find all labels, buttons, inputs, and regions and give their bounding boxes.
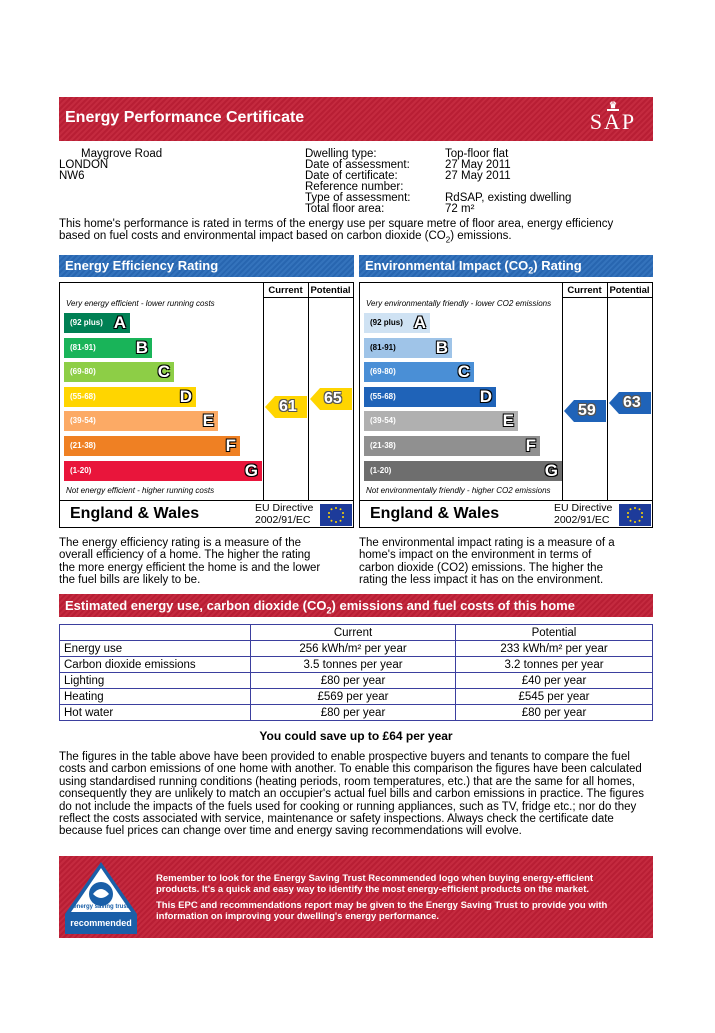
rating-band-a bbox=[364, 313, 430, 333]
env-footer-region: England & Wales bbox=[370, 505, 500, 522]
band-range: (55-68) bbox=[370, 391, 396, 401]
env-col-current: Current bbox=[567, 285, 602, 296]
dwelling-label: Reference number: bbox=[305, 181, 404, 193]
address bbox=[59, 149, 162, 182]
footer-banner bbox=[59, 856, 653, 938]
band-range: (69-80) bbox=[70, 367, 96, 377]
energy-footer-region: England & Wales bbox=[70, 505, 200, 522]
estimates-title: Estimated energy use, carbon dioxide $(CO_2)$ emissions and fuel costs of this home bbox=[65, 598, 575, 616]
saving-text: You could save up to £64 per year bbox=[259, 729, 453, 743]
env-top-note: Very environmentally friendly - lower CO2 emissions bbox=[366, 299, 552, 308]
env-bottom-note: Not environmentally friendly - higher CO2 emissions bbox=[366, 486, 551, 495]
band-letter: E bbox=[502, 411, 514, 431]
band-letter: C bbox=[457, 362, 470, 382]
energy-bottom-note: Not energy efficient - higher running costs bbox=[66, 486, 215, 495]
rating-band-b bbox=[364, 338, 452, 358]
intro-line1: This home's performance is rated in terms of the energy use per square metre of floor area, energy efficiency bbox=[59, 218, 614, 230]
energy-col-potential: Potential bbox=[310, 285, 351, 296]
band-letter: F bbox=[225, 436, 236, 455]
band-letter: A bbox=[113, 313, 126, 332]
band-letter: B bbox=[435, 337, 448, 357]
env-rating-graph bbox=[359, 282, 653, 528]
rating-band-g bbox=[64, 461, 262, 481]
energy-directive: EU Directive 2002/91/EC bbox=[255, 502, 314, 526]
energy-rating-graph bbox=[59, 282, 354, 528]
band-range: (21-38) bbox=[70, 441, 96, 450]
band-letter: G bbox=[544, 460, 558, 480]
energy-top-note: Very energy efficient - lower running costs bbox=[66, 299, 215, 308]
dwelling-label: Dwelling type: bbox=[305, 148, 377, 160]
band-letter: F bbox=[525, 436, 536, 455]
band-range: (21-38) bbox=[370, 441, 396, 450]
table-header-row bbox=[60, 625, 653, 641]
band-letter: D bbox=[179, 386, 192, 406]
estimates-table bbox=[59, 624, 653, 721]
rating-band-c bbox=[364, 362, 474, 382]
dwelling-value: RdSAP, existing dwelling bbox=[445, 192, 572, 204]
env-potential-arrow bbox=[609, 392, 651, 414]
explanation-text: The figures in the table above have been provided to enable prospective buyers and tenants to compare the fuel costs and carbon emissions of one home with another. To enable this comparison the figures have been calculated using standardised running conditions (heating periods, room temperatures, etc.) that are the same for all homes, consequently they are unlikely to match an occupier's actual fuel bills and carbon emissions in practice. The figures do not include the impacts of the fuels used for cooking or running appliances, such as TV, fridge etc.; nor do they reflect the costs associated with service, maintenance or safety inspections. Always check the certificate date because fuel prices can change over time and energy saving recommendations will evolve. bbox=[59, 751, 644, 838]
rating-value: 59 bbox=[578, 401, 596, 419]
env-rating-header bbox=[359, 255, 653, 277]
address-line2: LONDON bbox=[59, 159, 109, 171]
band-letter: B bbox=[135, 337, 148, 357]
sap-logo bbox=[583, 101, 643, 137]
table-row: Hot water £80 per year £80 per year bbox=[60, 705, 653, 721]
header-bar bbox=[59, 97, 653, 141]
rating-band-d bbox=[364, 387, 496, 407]
rating-band-c bbox=[64, 362, 174, 382]
env-rating-title: Environmental Impact $(CO_2)$ Rating bbox=[365, 258, 582, 276]
address-line1: Maygrove Road bbox=[81, 148, 163, 160]
dwelling-labels bbox=[305, 149, 410, 215]
dwelling-label: Total floor area: bbox=[305, 203, 385, 215]
band-range: (81-91) bbox=[70, 342, 96, 352]
env-col-potential: Potential bbox=[609, 285, 650, 296]
energy-potential-arrow bbox=[310, 388, 352, 410]
band-letter: A bbox=[413, 313, 426, 332]
energy-current-arrow bbox=[265, 396, 307, 418]
energy-description: The energy efficiency rating is a measure of the overall efficiency of a home. The higher the rating the more energy efficient the home is and the lower the fuel bills are likely to be. bbox=[59, 537, 321, 587]
sap-logo-text: SAP bbox=[589, 109, 637, 134]
rating-value: 61 bbox=[279, 398, 297, 416]
eu-flag-icon bbox=[619, 504, 651, 526]
band-range: (69-80) bbox=[370, 367, 396, 377]
rating-band-b bbox=[64, 338, 152, 358]
intro-line2: based on fuel costs and environmental impact based on carbon dioxide $(CO_2)$ emissions. bbox=[59, 230, 512, 245]
est-recommended-logo bbox=[65, 862, 137, 934]
dwelling-value: Top-floor flat bbox=[445, 148, 509, 160]
band-letter: C bbox=[157, 362, 170, 382]
table-row: Energy use 256 kWh/m² per year 233 kWh/m² per year bbox=[60, 641, 653, 657]
band-letter: E bbox=[202, 411, 214, 431]
rating-band-f bbox=[64, 436, 240, 456]
footer-text: Remember to look for the Energy Saving Trust Recommended logo when buying energy-efficient products. It's a quick and easy way to identify the most energy-efficient products on the market. This EPC and recommendations report may be given to the Energy Saving Trust to provide you with information on improving your dwelling's energy performance. bbox=[156, 873, 608, 922]
env-directive: EU Directive 2002/91/EC bbox=[554, 502, 613, 526]
logo-bottom-text: recommended bbox=[70, 918, 132, 928]
band-letter: G bbox=[244, 460, 258, 480]
dwelling-label: Date of certificate: bbox=[305, 170, 398, 182]
dwelling-value: 72 m² bbox=[445, 203, 475, 215]
env-description: The environmental impact rating is a measure of a home's impact on the environment in terms of carbon dioxide (CO2) emissions. The higher the rating the less impact it has on the environment. bbox=[359, 537, 615, 587]
dwelling-value: 27 May 2011 bbox=[445, 170, 511, 182]
rating-value: 63 bbox=[623, 394, 641, 412]
col-potential: Potential bbox=[456, 625, 653, 641]
energy-col-current: Current bbox=[268, 285, 303, 296]
band-range: (92 plus) bbox=[370, 318, 403, 327]
rating-band-f bbox=[364, 436, 540, 456]
energy-rating-header bbox=[59, 255, 354, 277]
dwelling-value: 27 May 2011 bbox=[445, 159, 511, 171]
energy-rating-title: Energy Efficiency Rating bbox=[65, 258, 219, 273]
address-line3: NW6 bbox=[59, 170, 85, 182]
dwelling-values bbox=[445, 149, 571, 215]
dwelling-label: Type of assessment: bbox=[305, 192, 411, 204]
band-range: (39-54) bbox=[370, 416, 396, 426]
band-letter: D bbox=[479, 386, 492, 406]
band-range: (55-68) bbox=[70, 391, 96, 401]
band-range: (1-20) bbox=[370, 465, 392, 475]
rating-value: 65 bbox=[324, 390, 342, 408]
band-range: (39-54) bbox=[70, 416, 96, 426]
band-range: (1-20) bbox=[70, 465, 92, 475]
logo-top-text: energy saving trust bbox=[73, 904, 129, 910]
estimates-header bbox=[59, 594, 653, 617]
intro-text bbox=[59, 218, 659, 247]
rating-band-d bbox=[64, 387, 196, 407]
rating-band-e bbox=[64, 411, 218, 431]
eu-flag-icon bbox=[320, 504, 352, 526]
table-row: Lighting £80 per year £40 per year bbox=[60, 673, 653, 689]
table-row: Heating £569 per year £545 per year bbox=[60, 689, 653, 705]
table-row: Carbon dioxide emissions 3.5 tonnes per year 3.2 tonnes per year bbox=[60, 657, 653, 673]
band-range: (81-91) bbox=[370, 342, 396, 352]
col-current: Current bbox=[251, 625, 456, 641]
band-range: (92 plus) bbox=[70, 318, 103, 327]
env-current-arrow bbox=[564, 400, 606, 422]
page-title: Energy Performance Certificate bbox=[65, 109, 305, 126]
rating-band-e bbox=[364, 411, 518, 431]
rating-band-g bbox=[364, 461, 562, 481]
dwelling-label: Date of assessment: bbox=[305, 159, 410, 171]
rating-band-a bbox=[64, 313, 130, 333]
crown-icon: ♛ bbox=[608, 100, 618, 110]
